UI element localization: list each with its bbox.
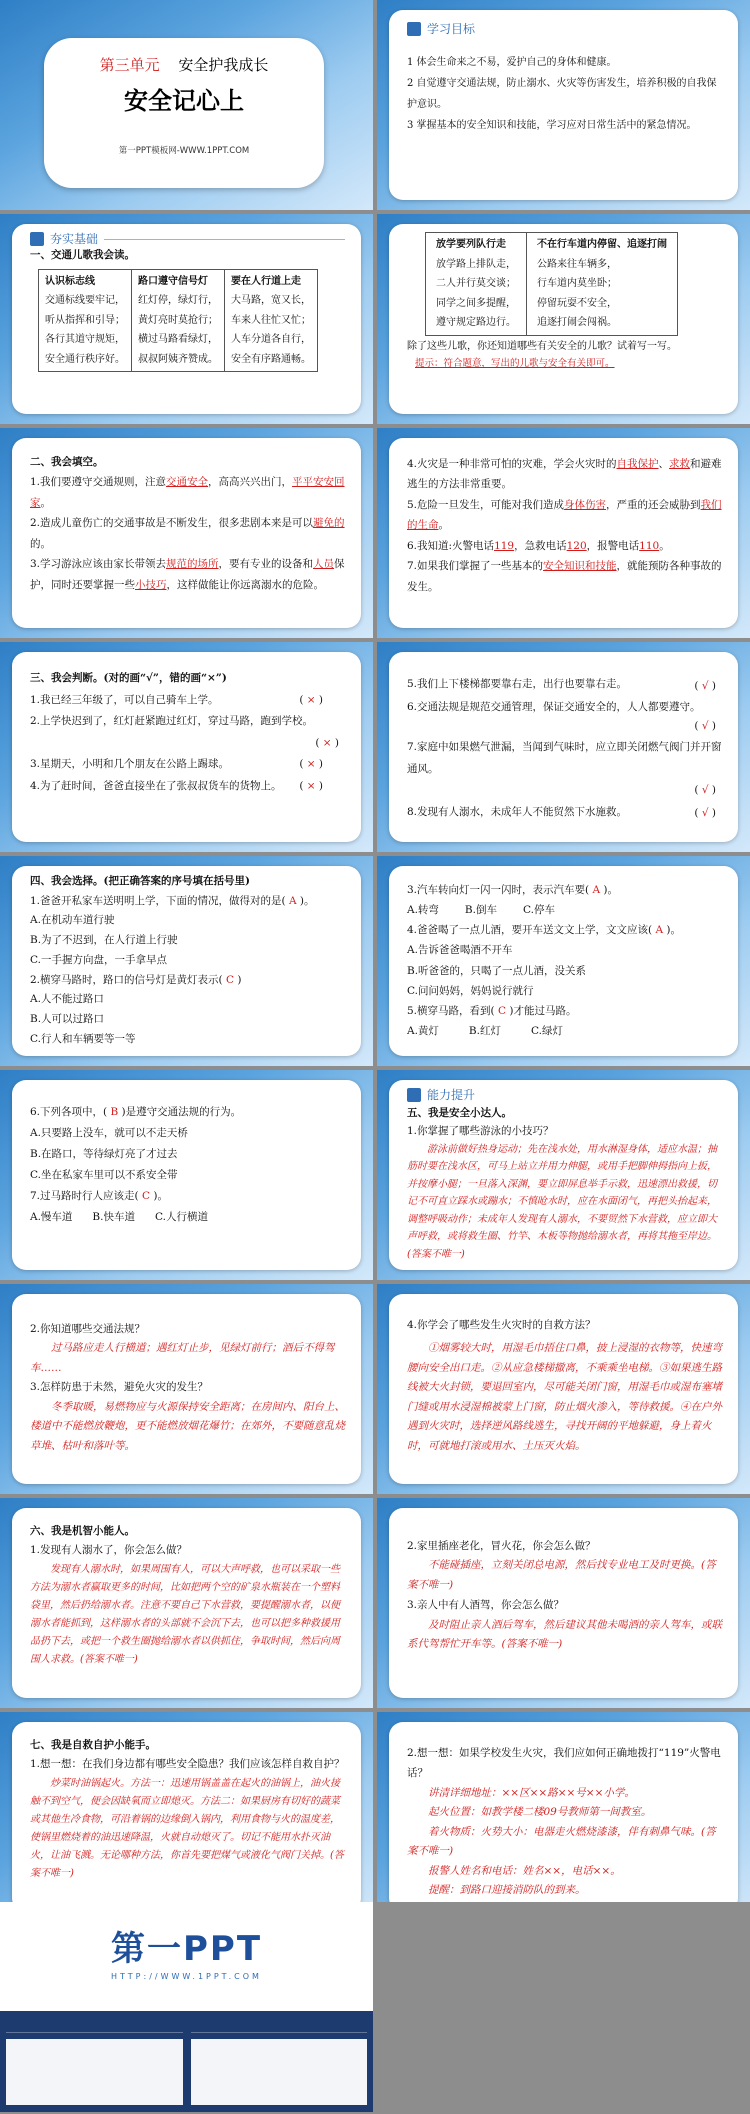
question: 3.亲人中有人酒驾，你会怎么做？ <box>407 1599 565 1612</box>
question: 3.怎样防患于未然，避免火灾的发生？ <box>30 1381 209 1394</box>
answer: 120 <box>566 539 587 552</box>
choice-question: 2.横穿马路时，路口的信号灯是黄灯表示( C ) <box>30 973 242 986</box>
answer-mark: × <box>322 736 332 749</box>
answer: 119 <box>494 539 515 552</box>
answer-mark: √ <box>701 719 709 732</box>
choice-question: 5.横穿马路，看到( C )才能过马路。 <box>407 1004 577 1017</box>
judge-item: 3.星期天，小明和几个朋友在公路上踢球。 ( × ) <box>30 758 323 771</box>
choice-slide-2[interactable] <box>377 856 750 1066</box>
unit-label: 第三单元 <box>99 56 160 74</box>
section-heading: 五、我是安全小达人。 <box>407 1107 512 1119</box>
judge-item: 1.我已经三年级了，可以自己骑车上学。 ( × ) <box>30 693 323 706</box>
answer-text: ①烟雾较大时，用湿毛巾捂住口鼻，披上浸湿的衣物等，快速弯腰向安全出口走。②从应急楼梯撤离，不乘乘坐电梯。③如果逃生路线被大火封锁，要退回室内，尽可能关闭门窗，用湿毛巾或湿布塞堵门缝或用水浸湿棉被蒙上门窗，防止烟火渗入，等待救援。④在户外遇到火灾时，选择逆风路线逃生，寻找开阔的平地躲避，身上着火时，可就地打滚或用水、土压灭火焰。 <box>407 1342 722 1452</box>
source-label: 第一PPT模板网-WWW.1PPT.COM <box>118 146 250 156</box>
answer: 规范的场所 <box>166 558 219 571</box>
goal-item: 2 自觉遵守交通法规，防止溺水、火灾等伤害发生，培养积极的自我保护意识。 <box>407 78 717 110</box>
goals-header <box>407 20 722 38</box>
choice-option[interactable]: A.在机动车道行驶 <box>30 914 115 927</box>
question: 7.如果我们掌握了一些基本的安全知识和技能，就能预防各种事故的发生。 <box>407 560 722 593</box>
answer-text: 炒菜时油锅起火。方法一：迅速用锅盖盖在起火的油锅上，油火接触不到空气，便会因缺氧而立即熄灭。方法二：如果厨房有切好的蔬菜或其他生冷食物，可沿着锅的边缘倒入锅内，利用食物与火的温度差，使锅里燃烧着的油迅速降温，火就自动熄灭了。切记不能用水扑灭油火，让油飞溅。无论哪种方法，你首先要把煤气或液化气阀门关掉。(答案不唯一) <box>30 1777 344 1879</box>
question: 4.你学会了哪些发生火灾时的自救方法？ <box>407 1319 596 1331</box>
goal-item: 1 体会生命来之不易，爱护自己的身体和健康。 <box>407 57 617 68</box>
answer-mark: √ <box>701 679 709 692</box>
answer-line: 提醒：到路口迎接消防队的到来。 <box>428 1883 586 1896</box>
answer-mark: √ <box>701 784 709 797</box>
choice-option[interactable]: B.听爸爸的，只喝了一点儿酒，没关系 <box>407 964 587 977</box>
song-col: 路口遵守信号灯 红灯停，绿灯行， 黄灯亮时莫抢行； 横过马路看绿灯， 叔叔阿姨齐赞成。 <box>132 269 225 372</box>
hint-text: 提示：符合题意，写出的儿歌与安全有关即可。 <box>415 357 615 369</box>
logo-slide[interactable] <box>0 1902 373 2112</box>
answer: 自我保护 <box>616 458 659 470</box>
judge-slide-2[interactable] <box>377 642 750 852</box>
answer-mark: × <box>306 693 316 706</box>
link-list[interactable] <box>6 2039 183 2105</box>
song-col: 不在行车道内停留、追逐打闹 公路来往车辆多， 行车道内莫坐卧； 停留玩耍不安全， 追逐打闹会闯祸。 <box>527 233 678 336</box>
goal-item: 3 掌握基本的安全知识和技能，学习应对日常生活中的紧急情况。 <box>407 120 697 131</box>
song-col: 要在人行道上走 大马路，宽又长， 车来人往忙又忙； 人车分道各自行， 安全有序路通畅。 <box>225 269 318 372</box>
answer: 110 <box>639 539 660 552</box>
choice-option[interactable]: C.坐在私家车里可以不系安全带 <box>30 1169 178 1181</box>
judge-item: 8.发现有人溺水，未成年人不能贸然下水施救。 ( √ ) <box>407 805 716 820</box>
question: 1.我们要遵守交通规则，注意交通安全，高高兴兴出门，平平安安回家。 <box>30 476 345 509</box>
answer: 我们的生命 <box>407 498 722 532</box>
answer-text: 不能碰插座，立刻关闭总电源，然后找专业电工及时更换。(答案不唯一) <box>407 1559 716 1591</box>
ability-header <box>407 1086 722 1104</box>
choice-question: 4.爸爸喝了一点儿酒，要开车送文文上学，文文应该( A )。 <box>407 924 681 937</box>
answer-text: 过马路应走人行横道；遇红灯止步，见绿灯前行；酒后不得驾车…… <box>30 1342 335 1374</box>
answer-line: 起火位置：如教学楼二楼09号教师第一间教室。 <box>428 1806 652 1819</box>
footer-band <box>0 2011 373 2112</box>
choice-option[interactable]: B.为了不迟到，在人行道上行驶 <box>30 934 178 947</box>
link-list[interactable] <box>191 2039 368 2105</box>
question: 2.你知道哪些交通法规？ <box>30 1323 146 1335</box>
answer-line: 报警人姓名和电话：姓名××，电话××。 <box>428 1864 621 1877</box>
answer-mark: √ <box>701 807 709 820</box>
choice-options: A.慢车道 B.快车道 C.人行横道 <box>30 1211 208 1223</box>
answer: 人员 <box>313 558 335 571</box>
ability-slide-3[interactable] <box>377 1284 750 1494</box>
song-table <box>38 269 318 373</box>
section-heading: 四、我会选择。(把正确答案的序号填在括号里) <box>30 875 250 887</box>
brand-url[interactable]: HTTP://WWW.1PPT.COM <box>111 1972 262 1981</box>
choice-option[interactable]: A.告诉爸爸喝酒不开车 <box>407 944 513 957</box>
answer: 安全知识和技能 <box>543 560 617 573</box>
question: 1.你掌握了哪些游泳的小技巧？ <box>407 1125 554 1138</box>
judge-item: 2.上学快迟到了，红灯赶紧跑过红灯，穿过马路，跑到学校。 ( × ) <box>30 715 339 749</box>
question: 2.想一想：如果学校发生火灾，我们应如何正确地拨打“119”火警电话？ <box>407 1747 721 1779</box>
question: 1.想一想：在我们身边都有哪些安全隐患？我们应该怎样自救自护？ <box>30 1758 345 1771</box>
goals-slide[interactable] <box>377 0 750 210</box>
section-heading: 二、我会填空。 <box>30 456 104 468</box>
song-col: 放学要列队行走 放学路上排队走， 二人并行莫交谈； 同学之间多提醒， 遵守规定路边行。 <box>426 233 527 336</box>
brand-logo: 第一PPT <box>110 1929 263 1969</box>
fill-slide-1[interactable] <box>0 428 373 638</box>
footer-notice <box>191 2017 368 2033</box>
header-square-icon <box>407 22 421 36</box>
songs-slide[interactable] <box>377 214 750 424</box>
choice-options: A.转弯 B.倒车 C.停车 <box>407 904 555 917</box>
header-square-icon <box>407 1088 421 1102</box>
theme-label: 安全护我成长 <box>178 56 269 74</box>
choice-option[interactable]: A.只要路上没车，就可以不走天桥 <box>30 1127 188 1139</box>
choice-question: 7.过马路时行人应该走( C )。 <box>30 1190 168 1202</box>
answer-text: 发现有人溺水时，如果周围有人，可以大声呼救，也可以采取一些方法为溺水者赢取更多的时间，比如把两个空的矿泉水瓶装在一个塑料袋里，然后扔给溺水者。注意不要自己下水营救，要提醒溺水者，以便溺水者能抓到，这样溺水者的头部就不会沉下去，也可以把多种救援用品扔下去，或把一个救生圈抛给溺水者以供抓住，争取时间，然后向周围人求救。(答案不唯一) <box>30 1563 340 1665</box>
answer: 小技巧 <box>135 578 167 591</box>
question: 4.火灾是一种非常可怕的灾难，学会火灾时的自我保护、求救和避难逃生的方法非常重要。 <box>407 458 722 491</box>
header-square-icon <box>30 232 44 246</box>
title-slide[interactable] <box>0 0 373 210</box>
section-heading: 七、我是自救自护小能手。 <box>30 1739 156 1751</box>
choice-option[interactable]: B.人可以过路口 <box>30 1013 105 1026</box>
basics-header-label: 夯实基础 <box>50 231 99 246</box>
judge-item: 5.我们上下楼梯都要靠右走，出行也要靠右走。 ( √ ) <box>407 678 716 692</box>
choice-option[interactable]: C.一手握方向盘，一手拿早点 <box>30 953 167 966</box>
choice-question: 1.爸爸开私家车送明明上学，下面的情况，做得对的是( A )。 <box>30 894 315 907</box>
ability-slide-2[interactable] <box>0 1284 373 1494</box>
title-card <box>44 38 324 188</box>
choice-option[interactable]: A.人不能过路口 <box>30 993 104 1006</box>
footer-columns <box>6 2017 367 2033</box>
question: 1.发现有人溺水了，你会怎么做？ <box>30 1544 188 1557</box>
question: 5.危险一旦发生，可能对我们造成身体伤害，严重的还会威胁到我们的生命。 <box>407 498 722 532</box>
answer-text: 游泳前做好热身运动；先在浅水处，用水淋湿身体，适应水温；抽筋时要在浅水区，可马上站立并用力伸腿，或用手把脚伸拇指向上扳，并按摩小腿；一旦落入深渊，要立即屏息举手示救，迅速漂出救援，切记不可直立踩水或蹦水；不慎呛水时，应在水面闭气，再把头抬起来，调整呼吸动作；未成年人发现有人溺水，不要贸然下水营救，应立即大声呼救，或将救生圈、竹竿、木板等物抛给溺水者，再将其拖至岸边。(答案不唯一) <box>407 1143 717 1260</box>
choice-question: 3.汽车转向灯一闪一闪时，表示汽车要( A )。 <box>407 884 618 896</box>
choice-option[interactable]: C.行人和车辆要等一等 <box>30 1032 136 1045</box>
judge-item: 6.交通法规是规范交通管理，保证交通安全的，人人都要遵守。 ( √ ) <box>407 701 716 732</box>
answer: 避免的 <box>313 517 345 530</box>
lesson-title: 安全记心上 <box>124 87 244 115</box>
song-table <box>425 232 678 336</box>
answer-text: 冬季取暖，易燃物应与火源保持安全距离；在房间内、阳台上、楼道中不能燃放鞭炮，更不能燃放烟花爆竹；在郊外，不要随意乱烧草堆、枯叶和落叶等。 <box>30 1400 345 1452</box>
song-col: 认识标志线 交通标线要牢记， 听从指挥和引导； 各行其道守规矩， 安全通行秩序好。 <box>39 269 132 372</box>
choice-option[interactable]: B.在路口，等待绿灯亮了才过去 <box>30 1148 178 1160</box>
answer-line: 着火物质：火势大小：电器走火燃烧漆漆，伴有刺鼻气味。(答案不唯一) <box>407 1825 716 1858</box>
question: 3.学习游泳应该由家长带领去规范的场所，要有专业的设备和人员保护，同时还要掌握一些小技巧，这样做能让你远离溺水的危险。 <box>30 558 345 591</box>
answer: 求救 <box>669 458 691 470</box>
answer-line: 讲清详细地址：××区××路××号××小学。 <box>428 1786 635 1799</box>
footer-notice <box>6 2017 183 2033</box>
judge-item: 7.家庭中如果燃气泄漏，当闻到气味时，应立即关闭燃气阀门并开窗通风。 ( √ ) <box>407 741 722 797</box>
section-heading: 三、我会判断。(对的画“√”，错的画“×”) <box>30 672 227 684</box>
basics-header <box>30 230 345 248</box>
choice-question: 6.下列各项中，( B )是遵守交通法规的行为。 <box>30 1106 242 1118</box>
ability-slide-4[interactable] <box>0 1498 373 1708</box>
basics-slide[interactable] <box>0 214 373 424</box>
question-text: 除了这些儿歌，你还知道哪些有关安全的儿歌？试着写一写。 <box>407 340 677 352</box>
logo-area <box>0 1902 373 2011</box>
question: 2.造成儿童伤亡的交通事故是不断发生，很多悲剧本来是可以避免的的。 <box>30 517 345 550</box>
answer: 交通安全 <box>166 476 209 489</box>
answer-text: 及时阻止亲人酒后驾车，然后建议其他未喝酒的亲人驾车，或联系代驾帮忙开车等。(答案不唯一) <box>407 1618 722 1651</box>
ability-slide-6[interactable] <box>0 1712 373 1922</box>
empty-cell <box>377 1902 750 2114</box>
header-divider <box>104 239 345 240</box>
answer-mark: × <box>306 758 316 771</box>
section-heading: 六、我是机智小能人。 <box>30 1525 135 1537</box>
footer-links <box>6 2039 367 2105</box>
ability-slide-1[interactable] <box>377 1070 750 1280</box>
answer-mark: × <box>306 779 316 792</box>
ability-slide-5[interactable] <box>377 1498 750 1708</box>
judge-slide-1[interactable] <box>0 642 373 852</box>
goals-header-label: 学习目标 <box>427 21 476 36</box>
fill-slide-2[interactable] <box>377 428 750 638</box>
judge-item: 4.为了赶时间，爸爸直接坐在了张叔叔货车的货物上。 ( × ) <box>30 779 323 792</box>
choice-slide-3[interactable] <box>0 1070 373 1280</box>
question: 2.家里插座老化，冒火花，你会怎么做？ <box>407 1540 596 1552</box>
choice-slide-1[interactable] <box>0 856 373 1066</box>
question: 6.我知道:火警电话119，急救电话120，报警电话110。 <box>407 539 670 552</box>
answer: 身体伤害 <box>564 498 607 511</box>
answer: 平平安安回家 <box>30 476 345 509</box>
section-heading: 一、交通儿歌我会读。 <box>30 249 135 261</box>
choice-option[interactable]: C.问问妈妈，妈妈说行就行 <box>407 984 534 997</box>
ability-header-label: 能力提升 <box>427 1087 476 1102</box>
choice-options: A.黄灯 B.红灯 C.绿灯 <box>407 1025 563 1038</box>
ability-slide-7[interactable] <box>377 1712 750 1922</box>
